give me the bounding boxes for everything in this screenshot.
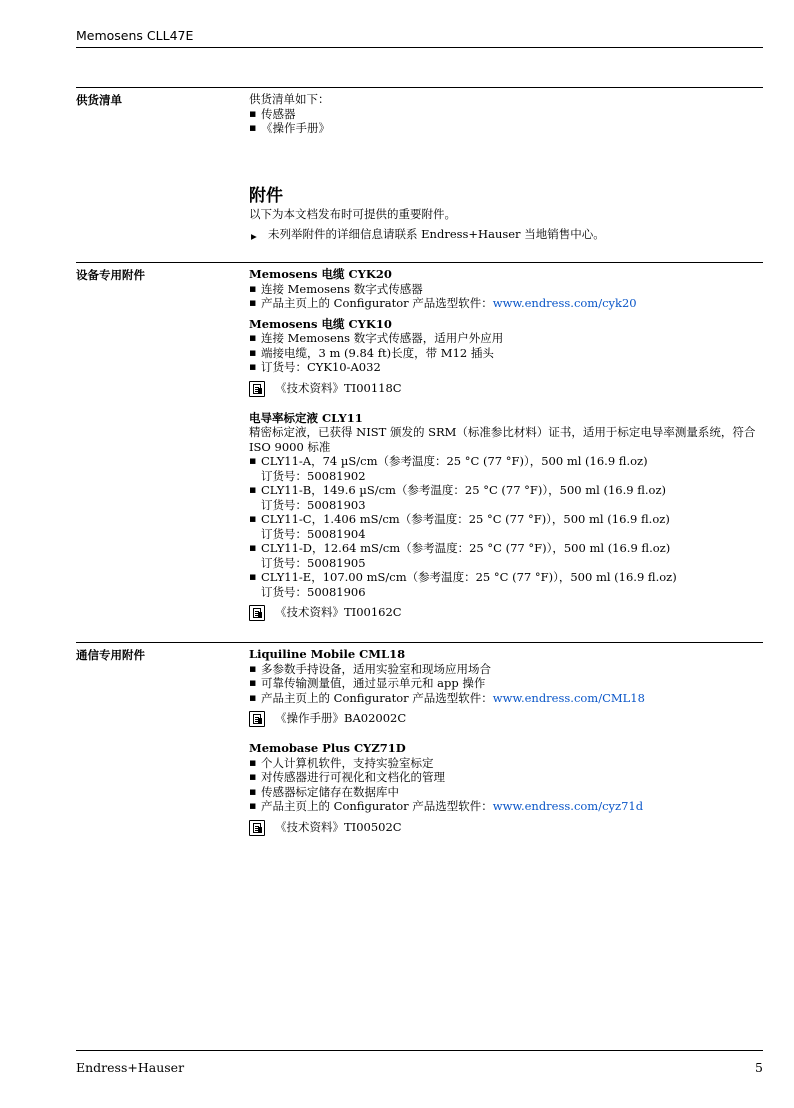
doc-reference	[249, 711, 763, 727]
list-item-text: 产品主页上的 Configurator 产品选型软件：	[261, 690, 493, 705]
order-number: 订货号：50081902	[261, 468, 366, 483]
doc-reference	[249, 381, 763, 397]
section-rule	[76, 87, 763, 88]
list-item-text: 产品主页上的 Configurator 产品选型软件：	[261, 799, 493, 813]
document-reference-icon	[249, 711, 265, 727]
scope-content	[249, 92, 763, 136]
list-item: ▪ CLY11-D，12.64 mS/cm（参考温度：25 °C (77 °F)），500 ml (16.9 fl.oz)	[249, 541, 763, 556]
section-title-scope: 供货清单	[76, 93, 122, 107]
list-item: ▪ 传感器	[249, 107, 763, 122]
accessories-note: ▶ 未列举附件的详细信息请联系 Endress+Hauser 当地销售中心。	[249, 227, 763, 242]
accessories-intro-block	[249, 185, 763, 241]
order-number: 订货号：50081904	[261, 526, 366, 541]
product-name-cyz71d: Memobase Plus CYZ71D	[249, 741, 406, 755]
list-item: ▪ 连接 Memosens 数字式传感器	[249, 282, 763, 297]
link-cyk20[interactable]: www.endress.com/cyk20	[492, 296, 637, 310]
document-reference-icon	[249, 381, 265, 397]
doc-reference	[249, 605, 763, 621]
doc-reference	[249, 820, 763, 836]
footer-brand: Endress+Hauser	[76, 1060, 185, 1075]
list-item: ▪ CLY11-B，149.6 µS/cm（参考温度：25 °C (77 °F)），500 ml (16.9 fl.oz)	[249, 483, 763, 498]
link-cml18[interactable]: www.endress.com/CML18	[492, 690, 645, 705]
product-name-cyk10: Memosens 电缆 CYK10	[249, 316, 392, 331]
section-rule	[76, 642, 763, 643]
list-item: ▪ 订货号：CYK10-A032	[249, 360, 763, 375]
list-item: ▪ 可靠传输测量值，通过显示单元和 app 操作	[249, 676, 763, 691]
link-cyz71d[interactable]: www.endress.com/cyz71d	[492, 799, 644, 813]
footer-rule	[76, 1050, 763, 1051]
document-reference-icon	[249, 605, 265, 621]
page-number: 5	[755, 1060, 763, 1075]
product-name-cyk20: Memosens 电缆 CYK20	[249, 267, 392, 281]
scope-intro: 供货清单如下：	[249, 92, 330, 106]
device-accessories-content	[249, 267, 763, 621]
list-item	[249, 799, 763, 814]
doc-reference-text: 《技术资料》TI00118C	[275, 380, 402, 395]
section-title-comm-accessories: 通信专用附件	[76, 648, 145, 662]
document-reference-icon	[249, 820, 265, 836]
list-item: ▪ 传感器标定储存在数据库中	[249, 785, 763, 800]
doc-reference-text: 《技术资料》TI00502C	[275, 819, 402, 834]
list-item-text: 产品主页上的 Configurator 产品选型软件：	[261, 296, 493, 310]
product-name-cly11: 电导率标定液 CLY11	[249, 410, 363, 425]
list-item	[249, 691, 763, 706]
doc-reference-text: 《操作手册》BA02002C	[275, 711, 407, 725]
accessories-heading: 附件	[249, 186, 283, 206]
comm-accessories-content	[249, 647, 763, 836]
list-item: ▪ 端接电缆，3 m (9.84 ft)长度，带 M12 插头	[249, 346, 763, 361]
list-item: ▪ CLY11-E，107.00 mS/cm（参考温度：25 °C (77 °F)），500 ml (16.9 fl.oz)	[249, 570, 763, 585]
list-item: ▪ CLY11-A，74 µS/cm（参考温度：25 °C (77 °F)），500 ml (16.9 fl.oz)	[249, 454, 763, 469]
accessories-intro: 以下为本文档发布时可提供的重要附件。	[249, 207, 456, 221]
cly11-description: 精密标定液，已获得 NIST 颁发的 SRM（标准参比材料）证书，适用于标定电导率测量系统，符合 ISO 9000 标准	[249, 425, 756, 454]
list-item: ▪ 个人计算机软件，支持实验室标定	[249, 756, 763, 771]
list-item: ▪ 连接 Memosens 数字式传感器，适用户外应用	[249, 331, 763, 346]
header-rule	[76, 47, 763, 48]
list-item	[249, 296, 763, 311]
product-name-cml18: Liquiline Mobile CML18	[249, 647, 406, 661]
list-item: ▪ 对传感器进行可视化和文档化的管理	[249, 770, 763, 785]
doc-reference-text: 《技术资料》TI00162C	[275, 605, 402, 619]
order-number: 订货号：50081903	[261, 497, 366, 512]
document-title: Memosens CLL47E	[76, 28, 194, 43]
list-item: ▪ 多参数手持设备，适用实验室和现场应用场合	[249, 662, 763, 677]
list-item: ▪ 《操作手册》	[249, 121, 763, 136]
order-number: 订货号：50081906	[261, 584, 366, 599]
list-item: ▪ CLY11-C，1.406 mS/cm（参考温度：25 °C (77 °F)），500 ml (16.9 fl.oz)	[249, 512, 763, 527]
section-rule	[76, 262, 763, 263]
section-title-device-accessories: 设备专用附件	[76, 268, 145, 282]
order-number: 订货号：50081905	[261, 555, 366, 570]
